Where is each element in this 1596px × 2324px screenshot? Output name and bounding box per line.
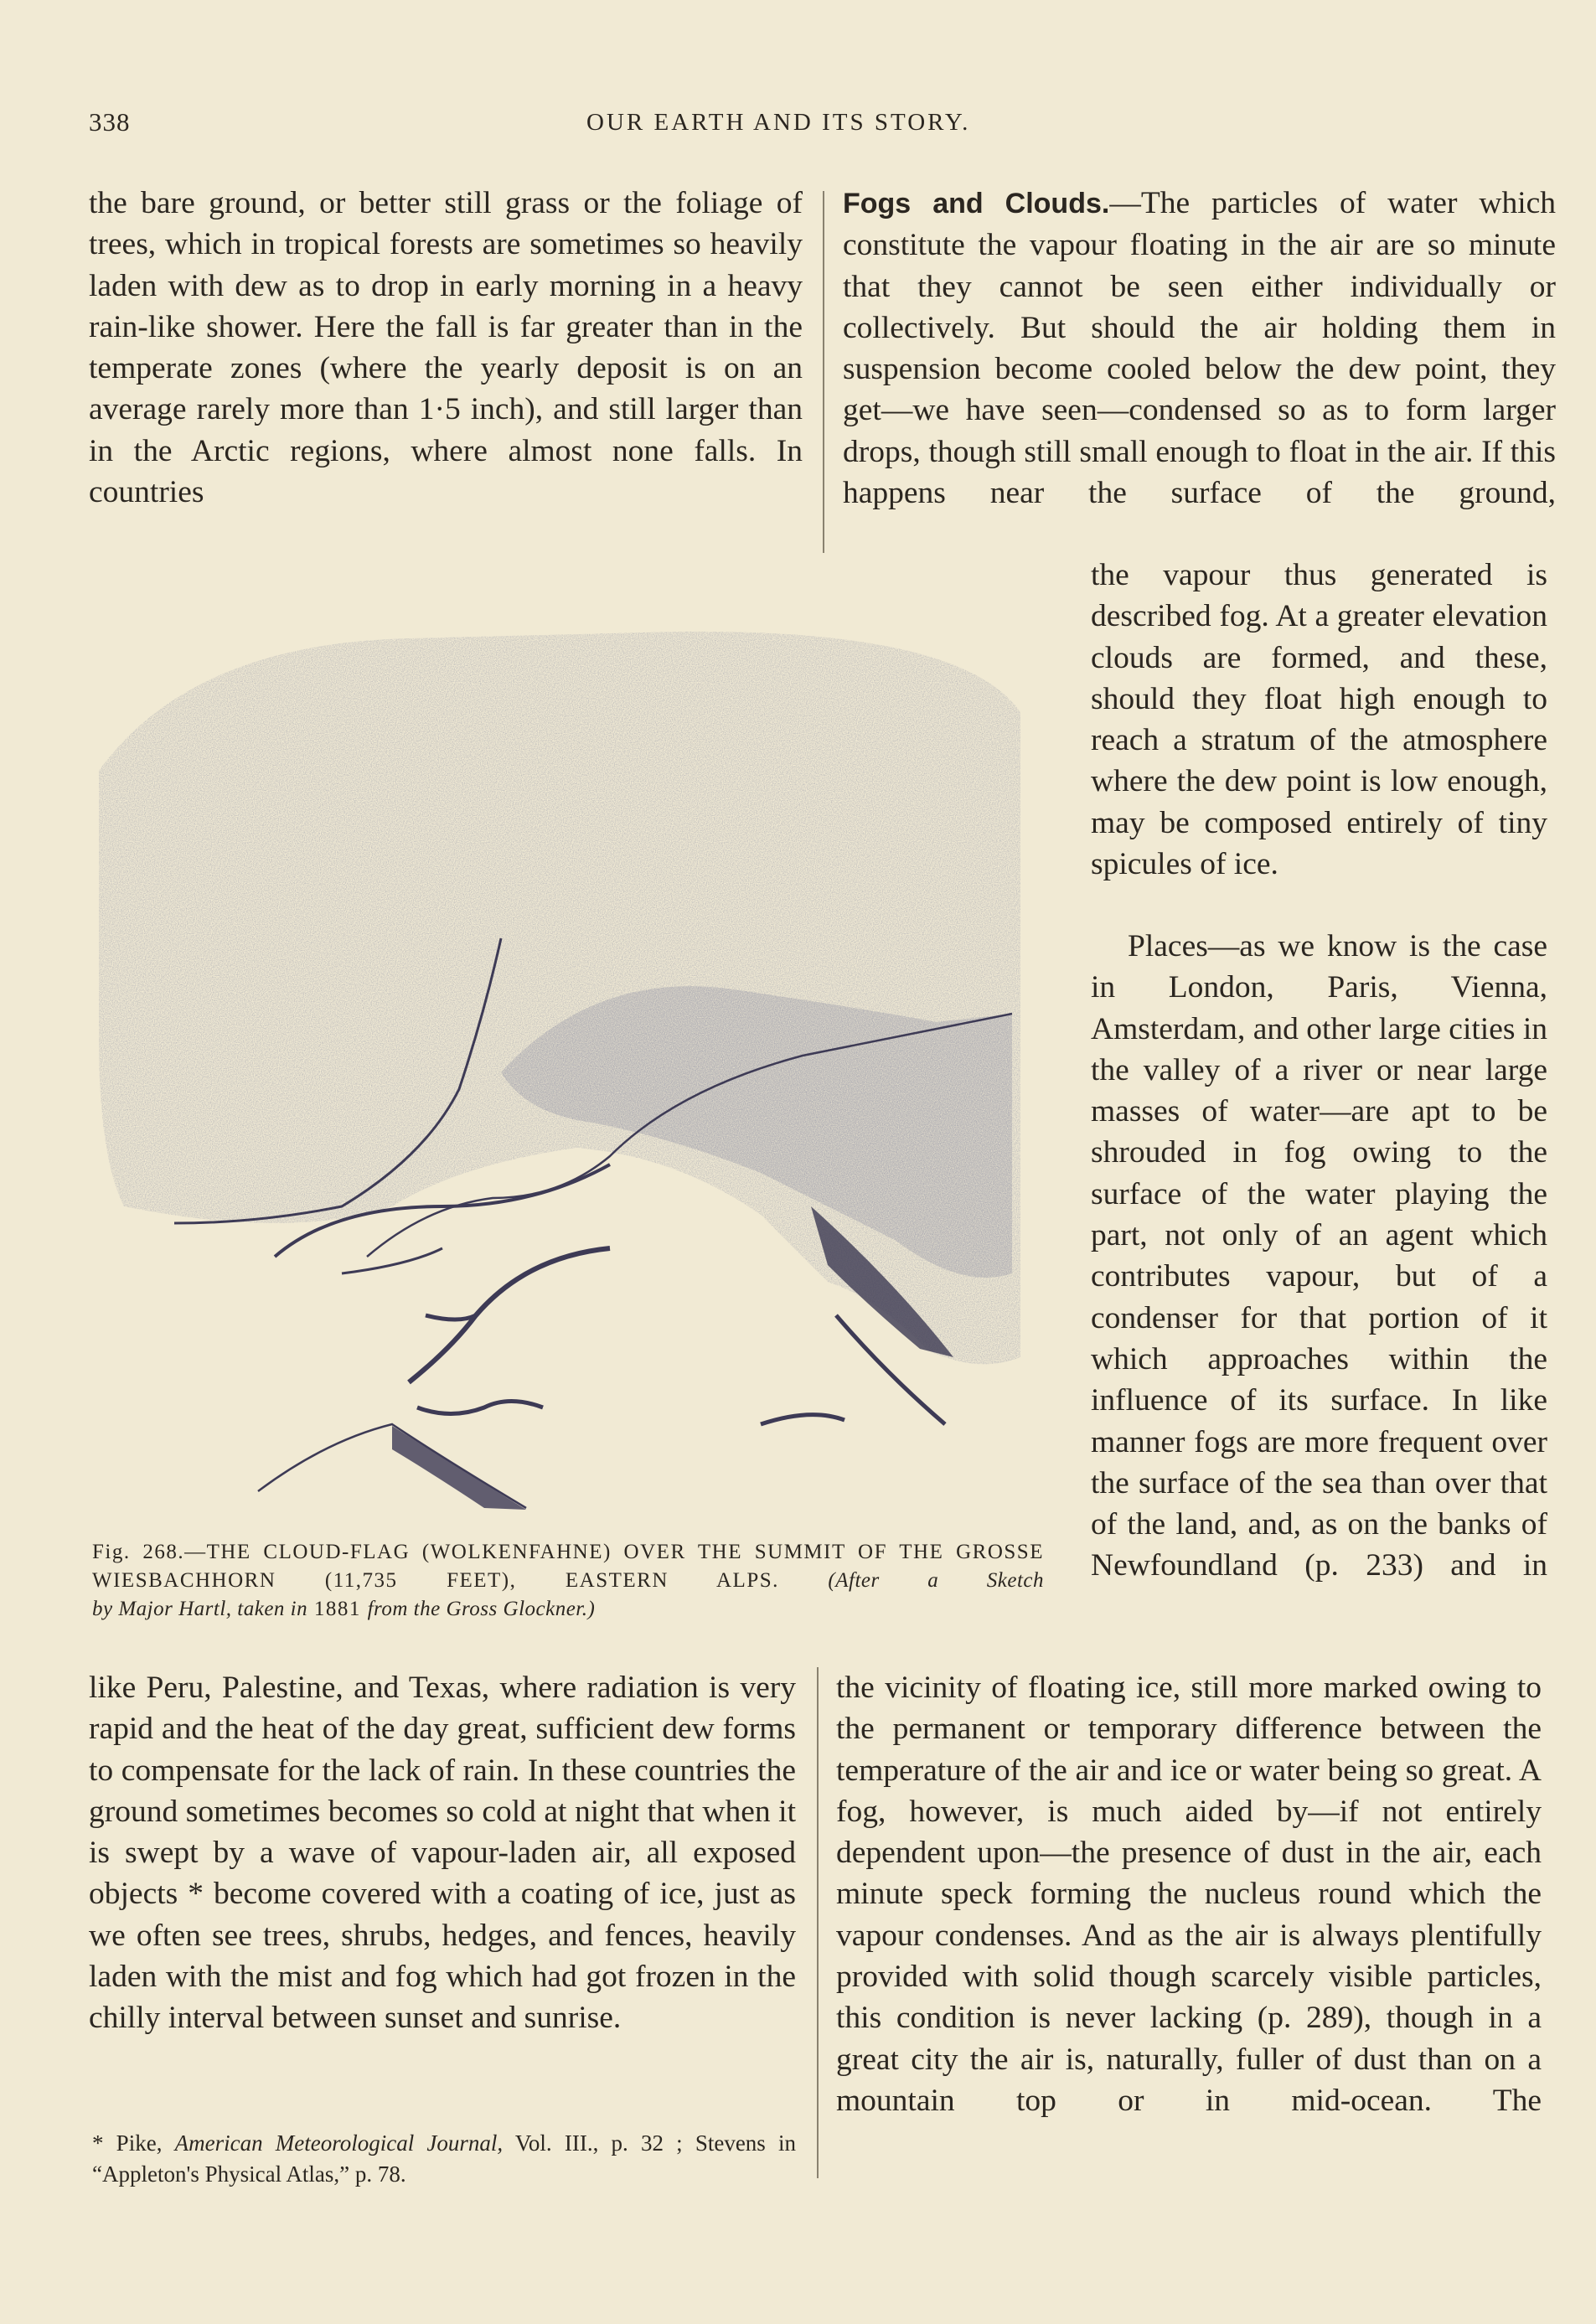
footnote	[92, 2128, 796, 2190]
caption-credit-open: (After a Sketch	[828, 1569, 1044, 1592]
caption-credit-by: by Major Hartl, taken in	[92, 1598, 308, 1620]
right-column-top-text	[843, 183, 1556, 514]
footnote-journal: American Meteorological Journal,	[174, 2130, 504, 2156]
right-narrow-continuation: the vapour thus generated is described fog. At a greater elevation clouds are formed, and these, should they float high enough to reach a stratum of the atmosphere where the dew point is low enough, may be composed entirely of tiny spicules of ice.	[1091, 558, 1547, 882]
section-heading-fogs-and-clouds: Fogs and Clouds.	[843, 188, 1110, 219]
left-column-bottom-text: like Peru, Palestine, and Texas, where radiation is very rapid and the heat of the day great, sufficient dew forms to compensate for the lack of rain. In these countries the ground sometimes becomes so cold at night that when it is swept by a wave of vapour-laden air, all exposed objects * become covered with a coating of ice, just as we often see trees, shrubs, hedges, and fences, heavily laden with the mist and fog which had got frozen in the chilly interval between sunset and sunrise.	[89, 1671, 796, 2036]
right-narrow-paragraph: Places—as we know is the case in London, Paris, Vienna, Amsterdam, and other large cities in the valley of a river or near large masses of water—are apt to be shrouded in fog owing to the surface of the water playing the part, not only of an agent which contributes vapour, but of a condenser for that portion of it which approaches within the influence of its surface. In like manner fogs are more frequent over the surface of the sea than over that of the land, and, as on the banks of Newfoundland (p. 233) and in	[1091, 929, 1547, 1583]
figure-caption	[92, 1538, 1044, 1624]
right-column-bottom-text: the vicinity of floating ice, still more marked owing to the permanent or temporary difference between the temperature of the air and ice or water being so great. A fog, however, is much aided by—if not entirely dependent upon—the presence of dust in the air, each minute speck forming the nucleus round which the vapour condenses. And as the air is always plentifully provided with solid though scarcely visible particles, this condition is never lacking (p. 289), though in a great city the air is, naturally, fuller of dust than on a mountain top or in mid-ocean. The	[836, 1671, 1542, 2118]
ridge-snow-line-2	[342, 1248, 442, 1273]
ridge-fragment-right	[761, 1415, 844, 1424]
caption-label: Fig. 268.	[92, 1541, 185, 1563]
ridge-curve-center	[409, 1248, 610, 1382]
right-column-top-body: —The particles of water which constitute the vapour floating in the air are so minute that they cannot be seen either individually or collectively. But should the air holding them in suspension become cooled below the dew point, they get—we have seen—condensed so as to form larger drops, though still small enough to float in the air. If this happens near the surface of the ground,	[843, 186, 1557, 511]
ridge-fragment-small-1	[426, 1315, 476, 1320]
caption-line-1	[92, 1538, 1044, 1595]
left-column-top-text: the bare ground, or better still grass or the foliage of trees, which in tropical forests are sometimes so heavily laden with dew as to drop in early morning in a heavy rain-like shower. Here the fall is far greater than in the temperate zones (where the yearly deposit is on an average rarely more than 1·5 inch), and still larger than in the Arctic regions, where almost none falls. In countries	[89, 186, 803, 510]
cloud-flag-illustration	[90, 620, 1029, 1533]
sky-grain-texture	[99, 632, 1020, 1364]
column-rule-top	[823, 191, 824, 553]
caption-line-3	[92, 1595, 1044, 1624]
caption-title: —THE CLOUD-FLAG (WOLKENFAHNE) OVER THE SUMMIT OF THE GROSSE WIESBACHHORN (11,735 FEET), EASTERN ALPS.	[92, 1541, 1044, 1592]
caption-credit-from: from the Gross Glockner.)	[367, 1598, 596, 1620]
column-rule-bottom	[817, 1667, 819, 2178]
footnote-marker: * Pike,	[92, 2130, 163, 2156]
caption-credit-year: 1881	[313, 1598, 361, 1620]
ridge-fragment-small-2	[417, 1402, 543, 1414]
running-head: OUR EARTH AND ITS STORY.	[586, 109, 971, 136]
page-number: 338	[89, 107, 131, 137]
footnote-ref: Vol. III., p. 32 ; Stevens in “Appleton's Physical Atlas,” p. 78.	[92, 2130, 796, 2187]
